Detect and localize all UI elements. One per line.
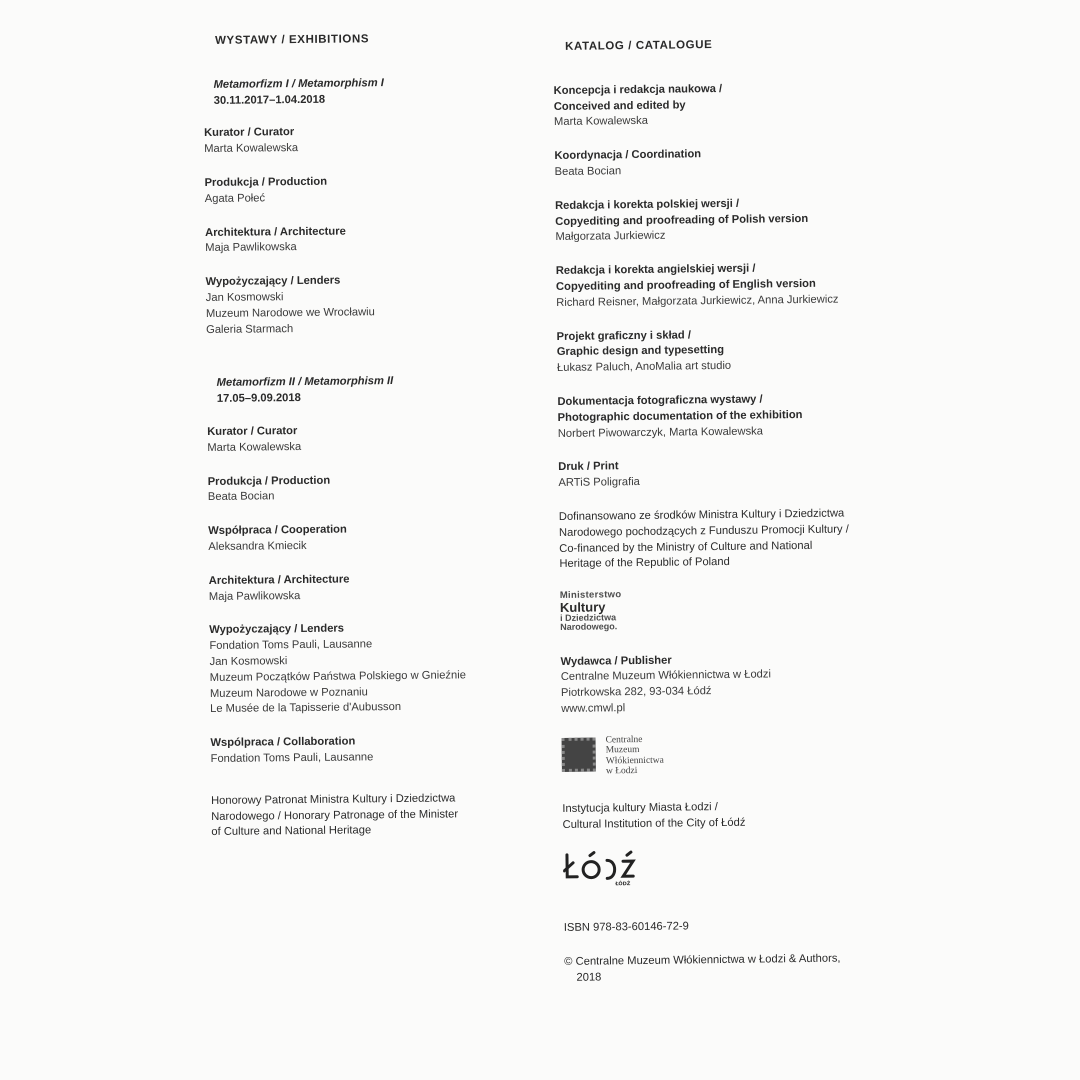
credit-value: ARTiS Poligrafia (558, 476, 640, 490)
funding-line: Heritage of the Republic of Poland (559, 556, 730, 571)
funding-line: Dofinansowano ze środków Ministra Kultury i Dziedzictwa (558, 507, 845, 523)
exhibitions-column (203, 31, 541, 842)
credit-label: Kurator / Curator (207, 424, 298, 438)
credit-value: Richard Reisner, Małgorzata Jurkiewicz, Anna Jurkiewicz (556, 293, 839, 309)
patronage-line: Honorowy Patronat Ministra Kultury i Dziedzictwa (210, 792, 456, 807)
credit-value: Beata Bocian (207, 490, 275, 504)
credit-value: Jan Kosmowski (209, 655, 288, 668)
catalogue-column (553, 36, 895, 987)
catalogue-credit-block (558, 456, 888, 492)
ministry-logo (560, 587, 890, 633)
publisher-line: Centralne Muzeum Włókiennictwa w Łodzi (560, 668, 772, 684)
exhibition-dates: 30.11.2017–1.04.2018 (213, 93, 326, 107)
credit-block (208, 471, 538, 506)
patronage-line: Narodowego / Honorary Patronage of the Minister (211, 807, 459, 823)
credit-label: Wypożyczający / Lenders (205, 274, 341, 289)
credit-label: Redakcja i korekta polskiej wersji / (554, 197, 740, 212)
copyright-note (564, 951, 894, 987)
publisher-line: Piotrkowska 282, 93-034 Łódź (560, 685, 712, 700)
funding-note (559, 506, 890, 573)
institution-note (562, 798, 892, 834)
credit-label: Koncepcja i redakcja naukowa / (553, 82, 723, 97)
catalogue-credit-block (554, 80, 885, 131)
credit-value: Łukasz Paluch, AnoMalia art studio (556, 360, 732, 375)
credit-value: Muzeum Początków Państwa Polskiego w Gnieźnie (209, 669, 466, 684)
cmwl-logo-mark-icon (562, 737, 596, 771)
credit-block (209, 570, 539, 605)
credit-block (206, 272, 537, 339)
ministry-logo-line: Narodowego. (560, 621, 618, 633)
credit-label: Dokumentacja fotograficzna wystawy / (557, 393, 763, 408)
credit-label: Copyediting and proofreading of Polish version (555, 212, 809, 228)
credit-value: Marta Kowalewska (207, 440, 302, 454)
credit-value: Galeria Starmach (206, 322, 294, 336)
catalogue-credit-block (554, 145, 884, 181)
exhibitions-heading: WYSTAWY / EXHIBITIONS (215, 33, 370, 47)
credit-label: Conceived and edited by (553, 98, 686, 113)
cmwl-logo-line: Muzeum (605, 745, 640, 756)
isbn: ISBN 978-83-60146-72-9 (563, 920, 689, 935)
exhibition-title: Metamorfizm II / Metamorphism II (216, 375, 394, 390)
credit-value: Marta Kowalewska (204, 142, 299, 156)
credit-value: Maja Pawlikowska (208, 589, 301, 603)
copyright-line: 2018 (576, 971, 602, 984)
catalogue-credit-block (557, 326, 888, 377)
exhibition-title: Metamorfizm I / Metamorphism I (213, 76, 384, 91)
credit-label: Druk / Print (558, 460, 619, 474)
credit-label: Copyediting and proofreading of English version (555, 277, 816, 293)
credit-value: Muzeum Narodowe we Wrocławiu (205, 305, 375, 320)
credit-label: Architektura / Architecture (208, 573, 350, 587)
credit-label: Wspólpraca / Collaboration (210, 735, 356, 750)
copyright-line: © Centralne Muzeum Włókiennictwa w Łodzi & Authors, (564, 952, 841, 968)
credit-block (207, 421, 537, 456)
svg-text:ŁÓDŹ: ŁÓDŹ (615, 881, 631, 888)
credit-value: Beata Bocian (554, 165, 622, 178)
credit-block (208, 521, 538, 556)
cmwl-logo-line: w Łodzi (605, 766, 638, 777)
credit-label: Koordynacja / Coordination (554, 148, 702, 163)
catalogue-credits (554, 80, 889, 492)
credit-block (205, 222, 535, 257)
credit-value: Agata Połeć (204, 192, 266, 205)
cmwl-logo-line: Włókiennictwa (605, 755, 664, 767)
credit-block (204, 123, 534, 158)
exhibition-edition (207, 373, 541, 768)
exhibition-dates: 17.05–9.09.2018 (216, 392, 301, 406)
credit-value: Maja Pawlikowska (205, 241, 297, 255)
credit-label: Architektura / Architecture (205, 225, 346, 239)
cmwl-logo (562, 732, 892, 778)
credit-label: Kurator / Curator (203, 126, 295, 140)
publisher-block (561, 651, 892, 718)
credit-value: Marta Kowalewska (553, 115, 648, 129)
cmwl-logo-line: Centralne (605, 734, 643, 746)
credit-value: Norbert Piwowarczyk, Marta Kowalewska (557, 425, 764, 440)
credit-label: Projekt graficzny i skład / (556, 328, 691, 343)
credit-label: Produkcja / Production (204, 175, 328, 189)
funding-line: Co-financed by the Ministry of Culture and National (559, 539, 813, 555)
credit-value: Małgorzata Jurkiewicz (555, 230, 666, 244)
patronage-line: of Culture and National Heritage (211, 824, 372, 839)
credit-block (204, 173, 534, 208)
credit-value: Fondation Toms Pauli, Lausanne (209, 638, 373, 653)
cmwl-logo-text (605, 735, 664, 778)
institution-line: Instytucja kultury Miasta Łodzi / (562, 800, 718, 815)
credit-label: Wypożyczający / Lenders (209, 622, 345, 637)
patronage-note (211, 790, 541, 841)
lodz-city-logo-icon (563, 847, 893, 893)
credit-block (209, 620, 540, 718)
exhibition-editions (203, 74, 540, 767)
exhibition-edition (203, 74, 536, 338)
credit-value: Fondation Toms Pauli, Lausanne (210, 751, 374, 765)
catalogue-credit-block (556, 260, 887, 311)
credit-label: Graphic design and typesetting (556, 344, 725, 359)
credit-label: Współpraca / Cooperation (208, 523, 347, 538)
credit-value: Muzeum Narodowe w Poznaniu (209, 685, 368, 700)
credit-value: Aleksandra Kmiecik (208, 539, 307, 553)
funding-line: Narodowego pochodzących z Funduszu Promocji Kultury / (558, 523, 849, 539)
publisher-website: www.cmwl.pl (561, 702, 626, 715)
catalogue-credit-block (557, 391, 888, 442)
institution-line: Cultural Institution of the City of Łódź (562, 816, 746, 831)
catalogue-heading: KATALOG / CATALOGUE (565, 39, 713, 53)
credit-block (210, 733, 540, 768)
ministry-logo-line: Kultury (559, 599, 606, 615)
publisher-label: Wydawca / Publisher (560, 654, 672, 668)
ministry-logo-line: Ministerstwo (559, 589, 622, 602)
credit-label: Redakcja i korekta angielskiej wersji / (555, 262, 756, 278)
credit-value: Le Musée de la Tapisserie d'Aubusson (210, 701, 402, 716)
credit-value: Jan Kosmowski (205, 291, 284, 304)
credit-label: Produkcja / Production (207, 474, 331, 488)
ministry-logo-line: i Dziedzictwa (559, 611, 617, 623)
credit-label: Photographic documentation of the exhibition (557, 408, 803, 424)
catalogue-credit-block (555, 195, 886, 246)
